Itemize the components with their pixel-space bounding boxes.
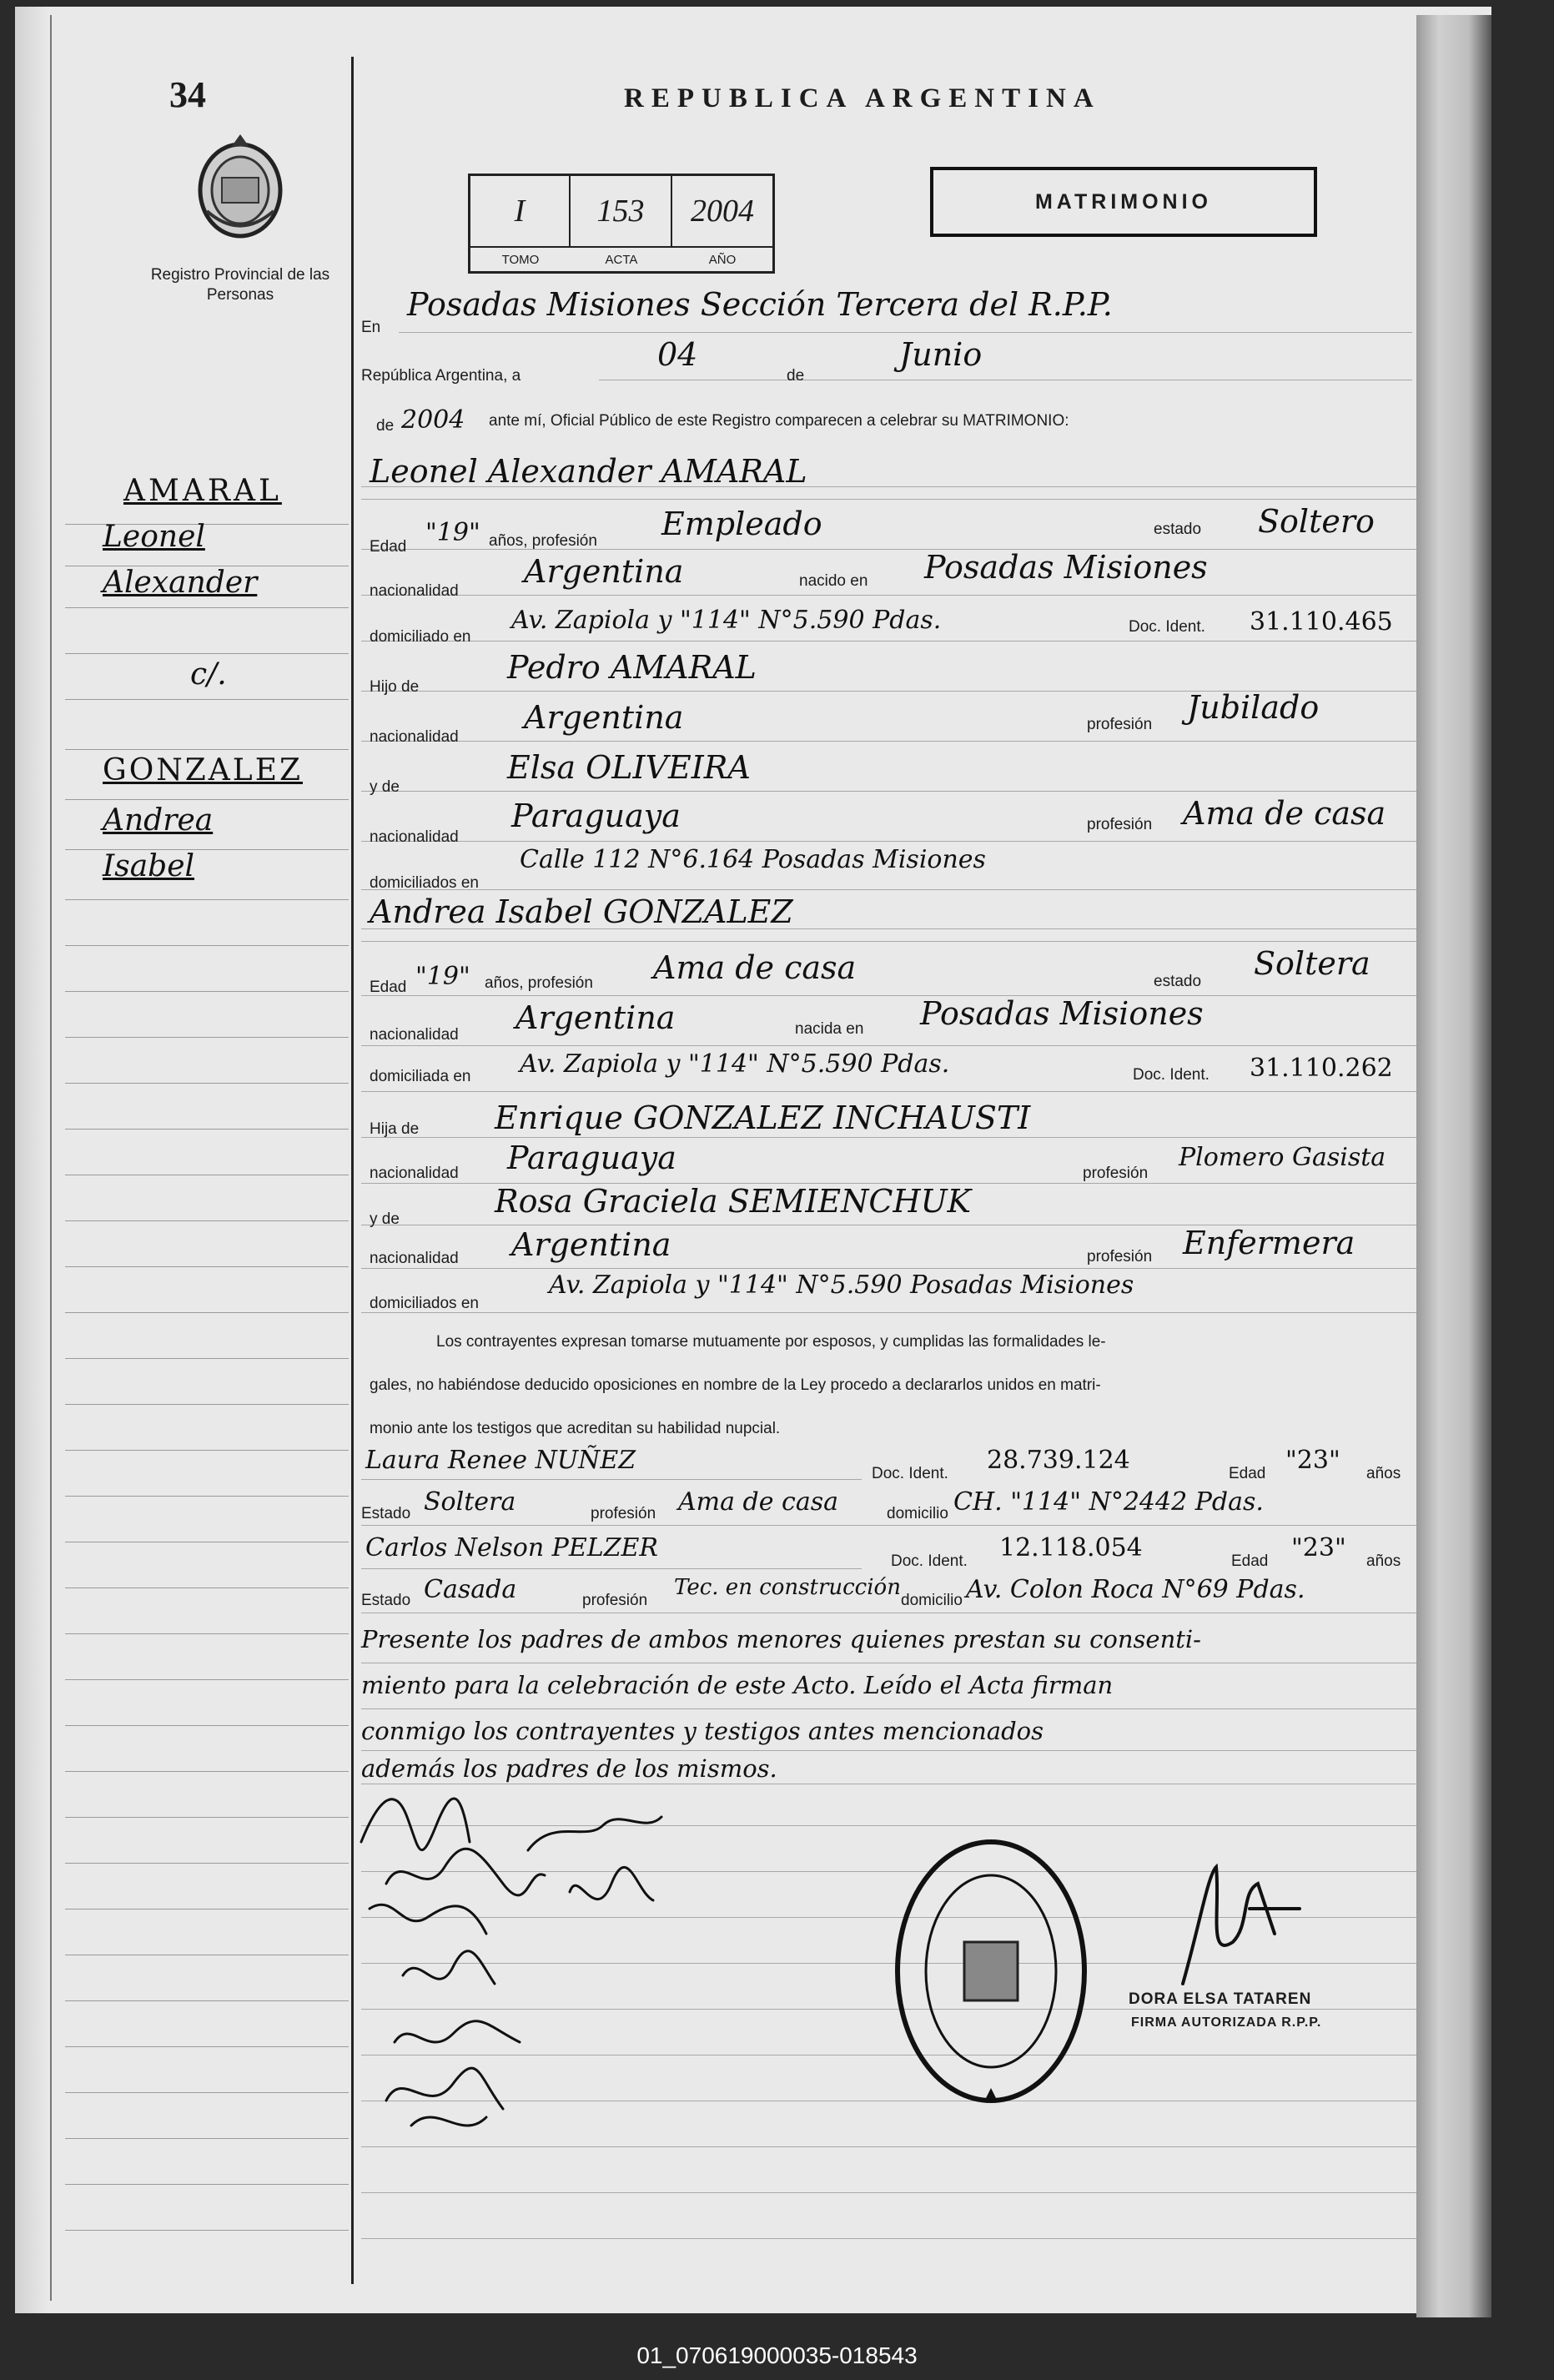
margin-rule	[65, 1633, 349, 1634]
bride-father-profession: Plomero Gasista	[1179, 1143, 1386, 1172]
witness1-estado-label: Estado	[361, 1505, 411, 1522]
witness2-profesion-label: profesión	[582, 1592, 648, 1609]
form-rule	[361, 1045, 1416, 1046]
act-number-box	[468, 174, 775, 274]
margin-rule	[65, 1771, 349, 1772]
witness2-estado-label: Estado	[361, 1592, 411, 1609]
witness2-doc: 12.118.054	[999, 1533, 1143, 1562]
official-name: DORA ELSA TATAREN	[1129, 1990, 1312, 2008]
witness1-profession: Ama de casa	[678, 1487, 838, 1517]
year-prefix-label: de	[376, 417, 395, 435]
ano-label: AÑO	[708, 253, 737, 267]
tomo-label: TOMO	[501, 253, 540, 267]
margin-rule	[65, 1450, 349, 1451]
groom-y-de-label: y de	[370, 778, 400, 796]
declaration-line-1: Los contrayentes expresan tomarse mutuamente por esposos, y cumplidas las formalidades le-	[436, 1333, 1106, 1351]
bride-father-nationality: Paraguaya	[507, 1140, 676, 1176]
margin-rule	[65, 1817, 349, 1818]
bride-father-nat-label: nacionalidad	[370, 1165, 459, 1182]
groom-address: Av. Zapiola y "114" N°5.590 Pdas.	[511, 606, 942, 635]
note-line-1: Presente los padres de ambos menores quienes prestan su consenti-	[361, 1625, 1201, 1653]
form-rule	[361, 1525, 1416, 1526]
registry-label: Registro Provincial de las Personas	[150, 266, 330, 304]
country-title: REPUBLICA ARGENTINA	[624, 83, 1101, 113]
bride-father-prof-label: profesión	[1083, 1165, 1149, 1182]
left-border-line	[50, 15, 52, 2301]
bride-domicilio-label: domiciliada en	[370, 1068, 471, 1085]
witness1-doc-label: Doc. Ident.	[872, 1465, 948, 1482]
bride-name: Andrea Isabel GONZALEZ	[370, 893, 793, 930]
bride-mother-nationality: Argentina	[511, 1226, 671, 1263]
margin-rule	[65, 607, 349, 608]
margin-rule	[65, 1220, 349, 1221]
margin-rule	[65, 991, 349, 992]
witness2-edad-label: Edad	[1231, 1552, 1269, 1570]
groom-father-nat-label: nacionalidad	[370, 728, 459, 746]
margin-bride-middle: Isabel	[103, 849, 195, 883]
margin-rule	[65, 799, 349, 800]
witness1-anos-label: años	[1366, 1465, 1401, 1482]
groom-doc-label: Doc. Ident.	[1129, 618, 1205, 636]
witness2-name: Carlos Nelson PELZER	[365, 1533, 659, 1562]
provincial-seal-icon	[190, 128, 290, 244]
form-rule	[361, 2192, 1416, 2193]
bride-nacionalidad-label: nacionalidad	[370, 1026, 459, 1044]
form-rule	[361, 1479, 862, 1480]
bride-parents-dom-label: domiciliados en	[370, 1295, 479, 1312]
declaration-line-3: monio ante los testigos que acreditan su habilidad nupcial.	[370, 1420, 781, 1437]
bride-y-de-label: y de	[370, 1210, 400, 1228]
form-rule	[361, 1750, 1416, 1751]
bride-birthplace: Posadas Misiones	[920, 995, 1204, 1032]
official-role: FIRMA AUTORIZADA R.P.P.	[1131, 2015, 1322, 2030]
margin-rule	[65, 2046, 349, 2047]
image-id-caption: 01_070619000035-018543	[636, 2342, 918, 2368]
witness2-doc-label: Doc. Ident.	[891, 1552, 968, 1570]
margin-rule	[65, 1312, 349, 1313]
witness2-profession: Tec. en construcción	[674, 1575, 901, 1600]
margin-bride-first: Andrea	[103, 803, 214, 838]
margin-rule	[65, 2092, 349, 2093]
groom-anos-profesion-label: años, profesión	[489, 532, 597, 550]
bride-address: Av. Zapiola y "114" N°5.590 Pdas.	[520, 1049, 950, 1079]
bride-nationality: Argentina	[515, 999, 676, 1036]
groom-mother-prof-label: profesión	[1087, 816, 1153, 833]
acta-label: ACTA	[605, 253, 638, 267]
form-rule	[361, 889, 1416, 890]
bride-age: "19"	[415, 962, 470, 991]
bride-nacida-label: nacida en	[795, 1020, 864, 1038]
margin-rule	[65, 945, 349, 946]
en-label: En	[361, 319, 381, 336]
groom-estado-label: estado	[1154, 521, 1202, 538]
groom-nacionalidad-label: nacionalidad	[370, 582, 459, 600]
bride-doc: 31.110.262	[1250, 1054, 1393, 1083]
note-line-3: conmigo los contrayentes y testigos antes mencionados	[361, 1717, 1044, 1745]
margin-rule	[65, 2138, 349, 2139]
tomo-value: I	[470, 176, 571, 246]
margin-rule	[65, 1496, 349, 1497]
witness2-age: "23"	[1291, 1533, 1346, 1562]
witness2-domicilio-label: domicilio	[901, 1592, 963, 1609]
bride-mother-nat-label: nacionalidad	[370, 1250, 459, 1267]
form-rule	[361, 595, 1416, 596]
folio-number: 34	[169, 74, 206, 115]
form-rule	[361, 941, 1416, 942]
note-line-4: además los padres de los mismos.	[361, 1754, 777, 1783]
act-year: 2004	[401, 405, 465, 435]
margin-groom-surname: AMARAL	[123, 474, 282, 508]
witness1-domicilio-label: domicilio	[887, 1505, 948, 1522]
form-rule	[361, 499, 1416, 500]
official-stamp-icon	[891, 1834, 1091, 2109]
margin-groom-first: Leonel	[103, 520, 205, 554]
bride-parents-address: Av. Zapiola y "114" N°5.590 Posadas Misiones	[549, 1271, 1134, 1300]
groom-birthplace: Posadas Misiones	[924, 549, 1208, 586]
bride-mother-profession: Enfermera	[1183, 1225, 1355, 1261]
bride-mother-prof-label: profesión	[1087, 1248, 1153, 1265]
margin-rule	[65, 1404, 349, 1405]
groom-hijo-label: Hijo de	[370, 678, 420, 696]
witness2-anos-label: años	[1366, 1552, 1401, 1570]
form-rule	[361, 1268, 1416, 1269]
act-number-labels	[470, 246, 772, 271]
act-day: 04	[657, 336, 698, 373]
witness2-address: Av. Colon Roca N°69 Pdas.	[966, 1575, 1305, 1604]
form-rule	[361, 1708, 1416, 1709]
groom-mother-profession: Ama de casa	[1183, 795, 1386, 832]
groom-mother-nat-label: nacionalidad	[370, 828, 459, 846]
bride-profession: Ama de casa	[653, 949, 857, 986]
bride-mother: Rosa Graciela SEMIENCHUK	[495, 1183, 972, 1220]
groom-nacido-label: nacido en	[799, 572, 868, 590]
republica-label: República Argentina, a	[361, 367, 521, 385]
groom-doc: 31.110.465	[1250, 607, 1393, 637]
registry-place: Posadas Misiones Sección Tercera del R.P.P.	[407, 286, 1113, 323]
groom-profession: Empleado	[661, 506, 822, 542]
groom-mother: Elsa OLIVEIRA	[507, 749, 751, 786]
groom-parents-dom-label: domiciliados en	[370, 874, 479, 892]
margin-bride-surname: GONZALEZ	[103, 753, 303, 787]
margin-groom-middle: Alexander	[103, 566, 258, 600]
witness1-doc: 28.739.124	[987, 1446, 1130, 1475]
bride-civil-status: Soltera	[1254, 945, 1370, 982]
groom-edad-label: Edad	[370, 538, 407, 556]
margin-rule	[65, 749, 349, 750]
witness1-name: Laura Renee NUÑEZ	[365, 1446, 636, 1475]
margin-rule	[65, 1863, 349, 1864]
form-rule	[361, 641, 1416, 642]
margin-connector: c/.	[190, 657, 227, 692]
de-label: de	[787, 367, 805, 385]
act-type-box: MATRIMONIO	[930, 167, 1317, 237]
margin-rule	[65, 2184, 349, 2185]
margin-rule	[65, 2000, 349, 2001]
groom-age: "19"	[425, 518, 480, 547]
groom-parents-address: Calle 112 N°6.164 Posadas Misiones	[520, 845, 986, 874]
margin-rule	[65, 1679, 349, 1680]
form-rule	[361, 1137, 1416, 1138]
form-rule	[361, 2238, 1416, 2239]
page-edge	[1416, 15, 1491, 2317]
witness2-civil-status: Casada	[424, 1575, 517, 1604]
margin-rule	[65, 699, 349, 700]
groom-father-profession: Jubilado	[1187, 689, 1320, 726]
witness1-edad-label: Edad	[1229, 1465, 1266, 1482]
bride-anos-profesion-label: años, profesión	[485, 974, 593, 992]
register-page	[15, 7, 1491, 2313]
bride-father: Enrique GONZALEZ INCHAUSTI	[495, 1099, 1031, 1136]
margin-rule	[65, 899, 349, 900]
witness1-age: "23"	[1285, 1446, 1340, 1475]
margin-rule	[65, 1358, 349, 1359]
margin-rule	[65, 1083, 349, 1084]
groom-mother-nationality: Paraguaya	[511, 798, 681, 834]
witness1-address: CH. "114" N°2442 Pdas.	[953, 1487, 1264, 1517]
groom-civil-status: Soltero	[1258, 503, 1375, 540]
groom-nationality: Argentina	[524, 553, 684, 590]
form-rule	[361, 741, 1416, 742]
form-rule	[361, 995, 1416, 996]
form-rule	[361, 1568, 862, 1569]
official-signature-image	[1149, 1859, 1316, 1992]
form-rule	[361, 1091, 1416, 1092]
bride-hija-label: Hija de	[370, 1120, 420, 1138]
party-signatures-image	[344, 1767, 778, 2167]
intro-statement: ante mí, Oficial Público de este Registro comparecen a celebrar su MATRIMONIO:	[489, 412, 1069, 430]
form-rule	[361, 1312, 1416, 1313]
note-line-2: miento para la celebración de este Acto. Leído el Acta firman	[361, 1671, 1114, 1699]
witness1-profesion-label: profesión	[591, 1505, 656, 1522]
acta-value: 153	[571, 176, 672, 246]
groom-domicilio-label: domiciliado en	[370, 628, 471, 646]
margin-rule	[65, 1129, 349, 1130]
margin-rule	[65, 1266, 349, 1267]
margin-rule	[65, 2230, 349, 2231]
form-rule	[399, 332, 1412, 333]
groom-father-prof-label: profesión	[1087, 716, 1153, 733]
bride-estado-label: estado	[1154, 973, 1202, 990]
witness1-civil-status: Soltera	[424, 1487, 516, 1517]
declaration-line-2: gales, no habiéndose deducido oposiciones en nombre de la Ley procedo a declararlos unidos en matri-	[370, 1376, 1101, 1394]
margin-rule	[65, 1725, 349, 1726]
margin-rule	[65, 1909, 349, 1910]
groom-name: Leonel Alexander AMARAL	[370, 453, 807, 490]
form-rule	[361, 791, 1416, 792]
margin-rule	[65, 1037, 349, 1038]
ano-value: 2004	[691, 194, 754, 229]
groom-father-nationality: Argentina	[524, 699, 684, 736]
groom-father: Pedro AMARAL	[507, 649, 757, 686]
act-month: Junio	[899, 336, 983, 373]
bride-doc-label: Doc. Ident.	[1133, 1066, 1210, 1084]
bride-edad-label: Edad	[370, 979, 407, 996]
margin-rule	[65, 653, 349, 654]
form-rule	[361, 841, 1416, 842]
